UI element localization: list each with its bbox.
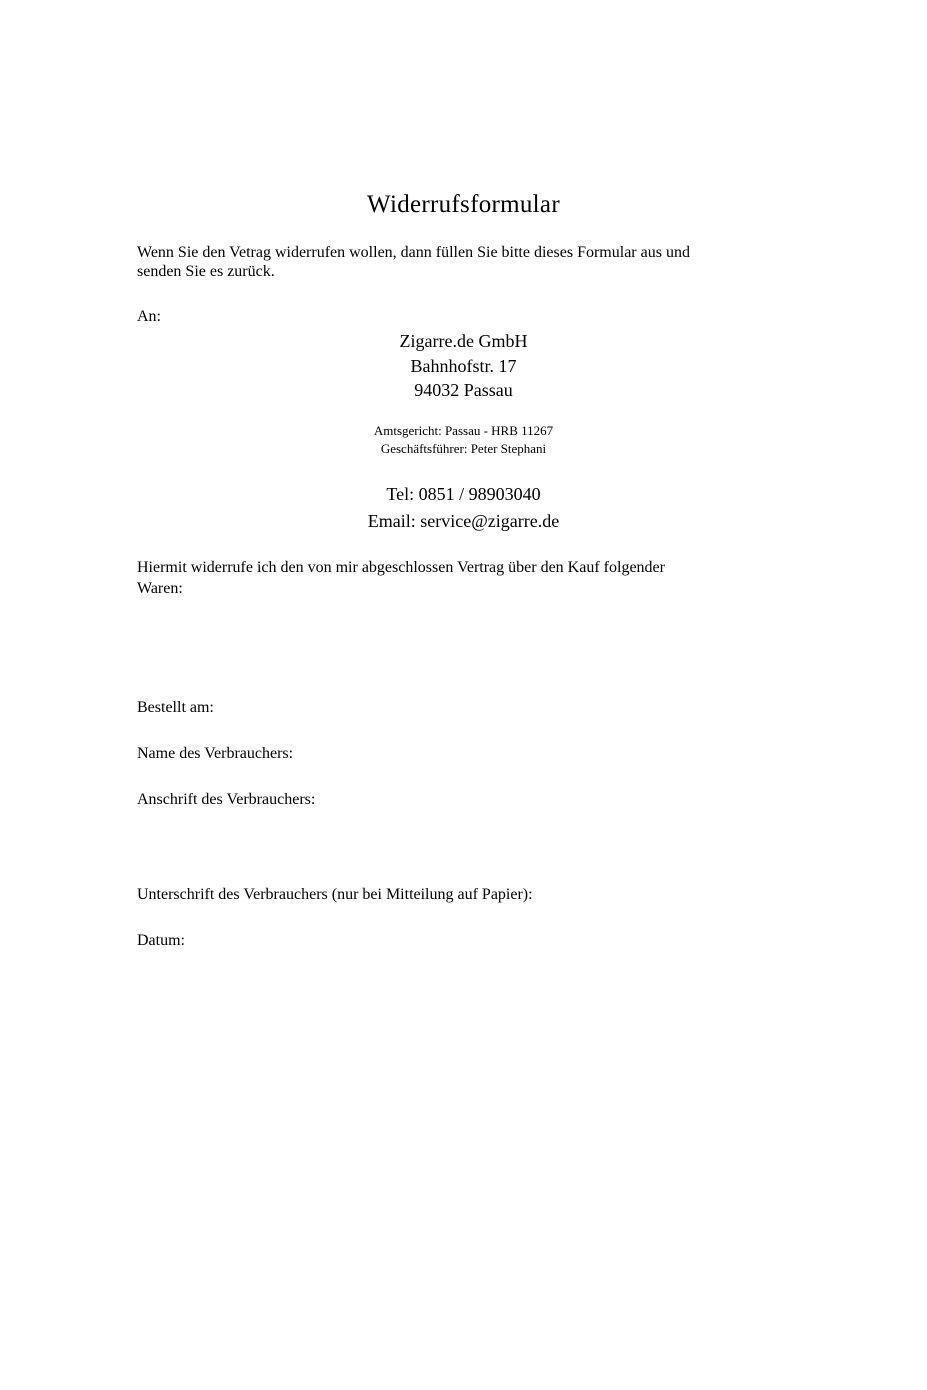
document-page	[0, 190, 927, 1390]
document-title: Widerrufsformular	[367, 191, 560, 218]
company-city: 94032 Passau	[414, 380, 513, 400]
company-register-block	[137, 422, 790, 458]
company-street: Bahnhofstr. 17	[410, 355, 517, 376]
field-label-date: Datum:	[137, 931, 185, 949]
intro-paragraph	[137, 243, 790, 281]
company-email: Email: service@zigarre.de	[367, 510, 560, 531]
field-label-consumer-address: Anschrift des Verbrauchers:	[137, 790, 316, 808]
field-label-consumer-name: Name des Verbrauchers:	[137, 744, 294, 762]
declaration-line-2: Waren:	[137, 579, 183, 597]
recipient-label: An:	[137, 308, 161, 325]
declaration-line-1: Hiermit widerrufe ich den von mir abgeschlossen Vertrag über den Kauf folgender	[137, 558, 665, 576]
intro-line-2: senden Sie es zurück.	[137, 263, 275, 280]
field-label-consumer-signature: Unterschrift des Verbrauchers (nur bei Mitteilung auf Papier):	[137, 885, 533, 903]
field-label-ordered-on: Bestellt am:	[137, 698, 214, 716]
company-contact-block	[137, 481, 790, 535]
company-manager: Geschäftsführer: Peter Stephani	[380, 440, 547, 456]
company-address-block	[137, 329, 790, 403]
intro-line-1: Wenn Sie den Vetrag widerrufen wollen, dann füllen Sie bitte dieses Formular aus und	[137, 244, 690, 261]
declaration-paragraph	[137, 557, 790, 599]
company-name: Zigarre.de GmbH	[399, 331, 528, 351]
company-phone: Tel: 0851 / 98903040	[386, 483, 541, 504]
company-register-court: Amtsgericht: Passau - HRB 11267	[373, 422, 554, 438]
